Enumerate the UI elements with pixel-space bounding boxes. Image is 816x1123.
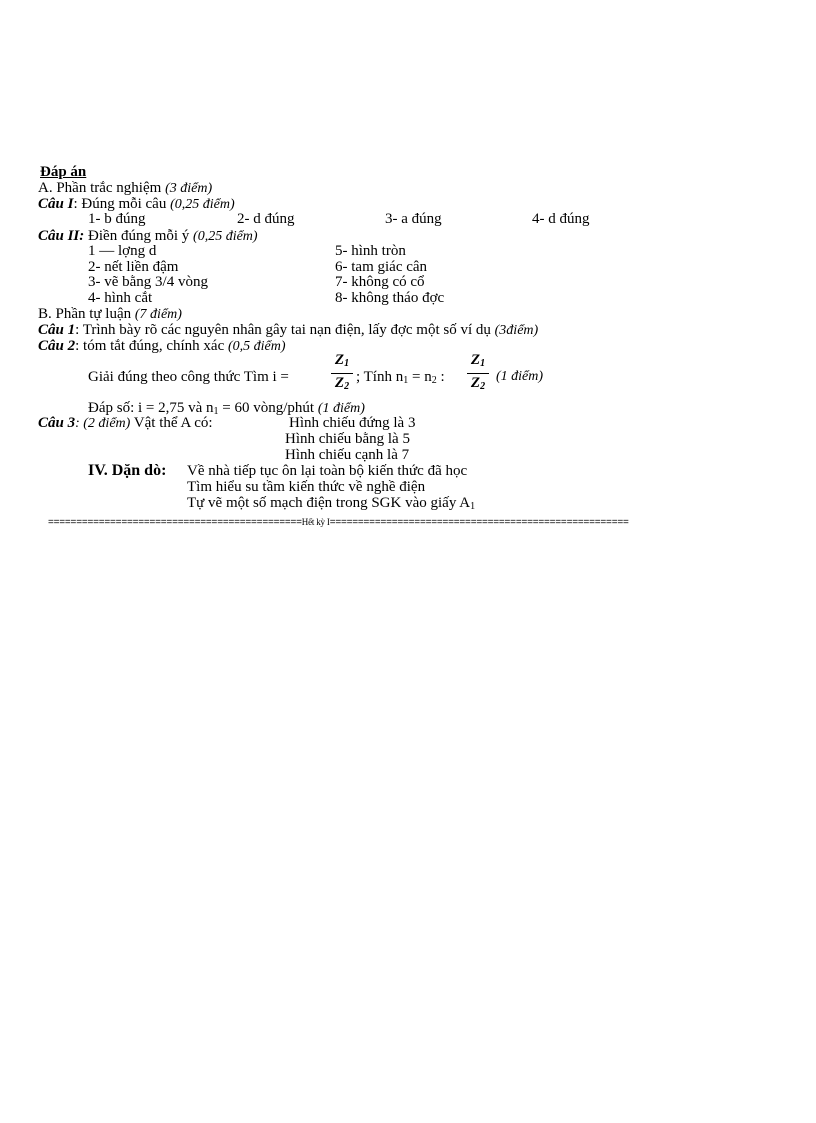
question-text: : Đúng mỗi câu (73, 196, 167, 212)
fill-answer-3: 3- vẽ bằng 3/4 vòng (88, 274, 208, 290)
question-points: (0,5 điểm) (228, 339, 286, 354)
fill-answer-7: 7- không có cổ (335, 274, 425, 290)
fill-answer-1: 1 — lợng d (88, 243, 157, 259)
fraction-bar (331, 373, 353, 374)
part-b-heading (38, 306, 182, 323)
formula-prefix: Giải đúng theo công thức Tìm i = (88, 369, 289, 385)
homework-label: IV. Dặn dò: (88, 462, 167, 479)
final-answer: Đáp số: i = 2,75 và $n_1 = 60$ vòng/phút (1 điểm) (88, 400, 365, 417)
answer-1: 1- b đúng (88, 211, 146, 227)
part-b-question-2 (38, 338, 286, 355)
homework-item-1: Về nhà tiếp tục ôn lại toàn bộ kiến thức đã học (187, 463, 468, 479)
fraction-denominator: $Z_2$ (334, 375, 350, 392)
formula-points: (1 điểm) (496, 369, 544, 384)
question-label: Câu II: (38, 228, 85, 244)
question-label: Câu 3 (38, 415, 76, 431)
answer-points: (1 điểm) (317, 401, 365, 416)
part-a-points: (3 điểm) (165, 181, 213, 196)
formula-n: ; Tính $n_1 = n_2$ : (356, 369, 445, 386)
question-text: Vật thể A có: (130, 415, 213, 431)
fraction-n (467, 352, 489, 395)
question-text: : Trình bày rõ các nguyên nhân gây tai nạn điện, lấy đợc một số ví dụ (75, 322, 491, 338)
homework-item-3: Tự vẽ một số mạch điện trong SGK vào giấy $A_1$ (187, 495, 476, 512)
end-divider: =============================================Hết kỳ I===================================================== (48, 517, 629, 528)
answer-2: 2- d đúng (237, 211, 295, 227)
fill-answer-6: 6- tam giác cân (335, 259, 428, 275)
part-b-question-1 (38, 322, 538, 339)
question-points: (3điểm) (494, 323, 539, 338)
question-points: (0,25 điểm) (170, 197, 235, 212)
fraction-numerator: $Z_1$ (334, 352, 350, 369)
fraction-denominator: $Z_2$ (470, 375, 486, 392)
question-label: Câu I (38, 196, 74, 212)
fill-answer-8: 8- không tháo đợc (335, 290, 445, 306)
fraction-bar (467, 373, 489, 374)
fraction-numerator: $Z_1$ (470, 352, 486, 369)
fill-answer-2: 2- nết liền đậm (88, 259, 179, 275)
view-top: Hình chiếu bằng là 5 (285, 431, 410, 447)
part-a-title: A. Phần trắc nghiệm (38, 180, 162, 196)
part-b-question-3 (38, 415, 213, 432)
end-label: Hết kỳ I (301, 517, 330, 527)
answer-3: 3- a đúng (385, 211, 442, 227)
view-front: Hình chiếu đứng là 3 (289, 415, 416, 431)
part-b-title: B. Phần tự luận (38, 306, 132, 322)
question-points: (0,25 điểm) (193, 229, 258, 244)
homework-item-2: Tìm hiểu su tầm kiến thức về nghề điện (187, 479, 426, 495)
fraction-i (331, 352, 353, 395)
part-a-heading (38, 180, 212, 197)
answer-4: 4- d đúng (532, 211, 590, 227)
question-label: Câu 1 (38, 322, 76, 338)
question-text: : tóm tắt đúng, chính xác (75, 338, 225, 354)
question-label: Câu 2 (38, 338, 76, 354)
answer-key-title: Đáp án (40, 164, 87, 180)
view-side: Hình chiếu cạnh là 7 (285, 447, 410, 463)
question-text: Điền đúng mỗi ý (84, 228, 190, 244)
fill-answer-4: 4- hình cắt (88, 290, 153, 306)
part-b-points: (7 điểm) (134, 307, 182, 322)
question-points: : (2 điểm) (75, 416, 131, 431)
fill-answer-5: 5- hình tròn (335, 243, 406, 259)
